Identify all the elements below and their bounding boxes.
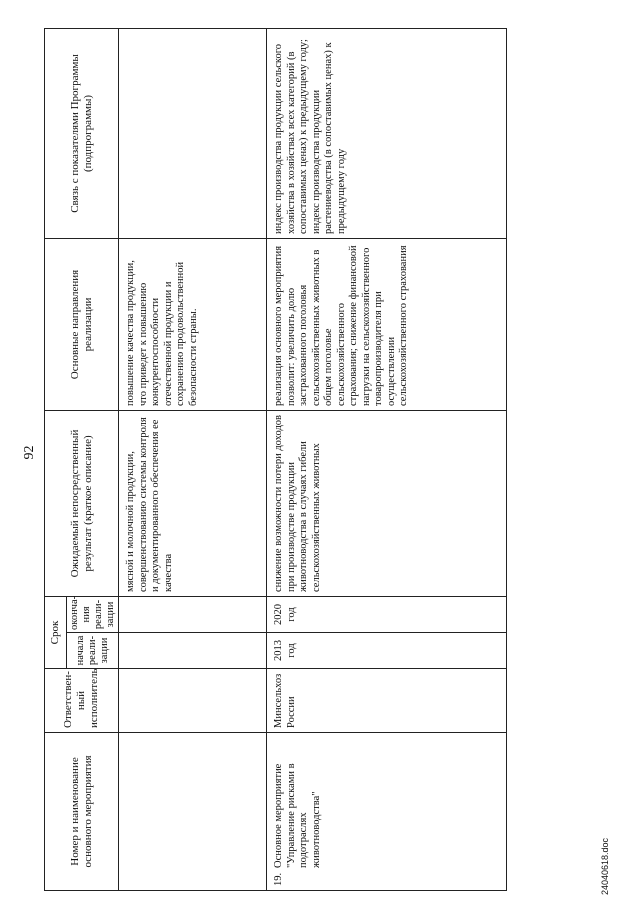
row-result: мясной и молочной продукции, совершенствованию системы контроля и документированного обеспечения ее качества [119, 411, 267, 597]
page-number: 92 [22, 445, 37, 460]
header-directions: Основные направления реализации [45, 239, 119, 411]
row-executor [119, 669, 267, 733]
row-indicators [119, 29, 267, 239]
row-name-cell [267, 733, 507, 891]
row-executor: Минсельхоз России [267, 669, 507, 733]
row-indicators: индекс производства продукции сельского хозяйства в хозяйствах всех категорий (в сопоставимых ценах) к предыдущему году; индекс производства продукции растениеводства (в сопоставимых ценах) к предыдущему году [267, 29, 507, 239]
program-activities-table [44, 28, 507, 891]
row-end: 2020 год [267, 597, 507, 633]
header-executor: Ответствен- ный исполнитель [45, 669, 119, 733]
row-directions: реализация основного мероприятия позволит: увеличить долю застрахованного поголовья сельскохозяйственных животных в общем поголовье сельскохозяйственного страхования; снижение финансовой нагрузки на сельскохозяйственного товаропроизводителя при осуществлении сельскохозяйственного страхования [267, 239, 507, 411]
row-name-cell [119, 733, 267, 891]
header-end: оконча- ния реали- зации [67, 597, 119, 633]
row-start: 2013 год [267, 633, 507, 669]
table-row [119, 29, 267, 891]
table-row [267, 29, 507, 891]
header-term: Срок [45, 597, 67, 669]
row-result: снижение возможности потери доходов при производстве продукции животноводства в случаях гибели сельскохозяйственных животных [267, 411, 507, 597]
row-number: 19. [273, 872, 284, 886]
document-id: 24040618.doc [600, 837, 610, 895]
row-name: Основное мероприятие "Управление рисками в подотраслях животноводства" [273, 763, 322, 868]
header-result: Ожидаемый непосредственный результат (краткое описание) [45, 411, 119, 597]
header-start: начала реали- зации [67, 633, 119, 669]
header-indicators: Связь с показателями Программы (подпрограммы) [45, 29, 119, 239]
row-end [119, 597, 267, 633]
row-directions: повышение качества продукции, что приведет к повышению конкурентоспособности отечественной продукции и сохранению продовольственной безопасности страны. [119, 239, 267, 411]
header-name: Номер и наименование основного мероприятия [45, 733, 119, 891]
row-start [119, 633, 267, 669]
